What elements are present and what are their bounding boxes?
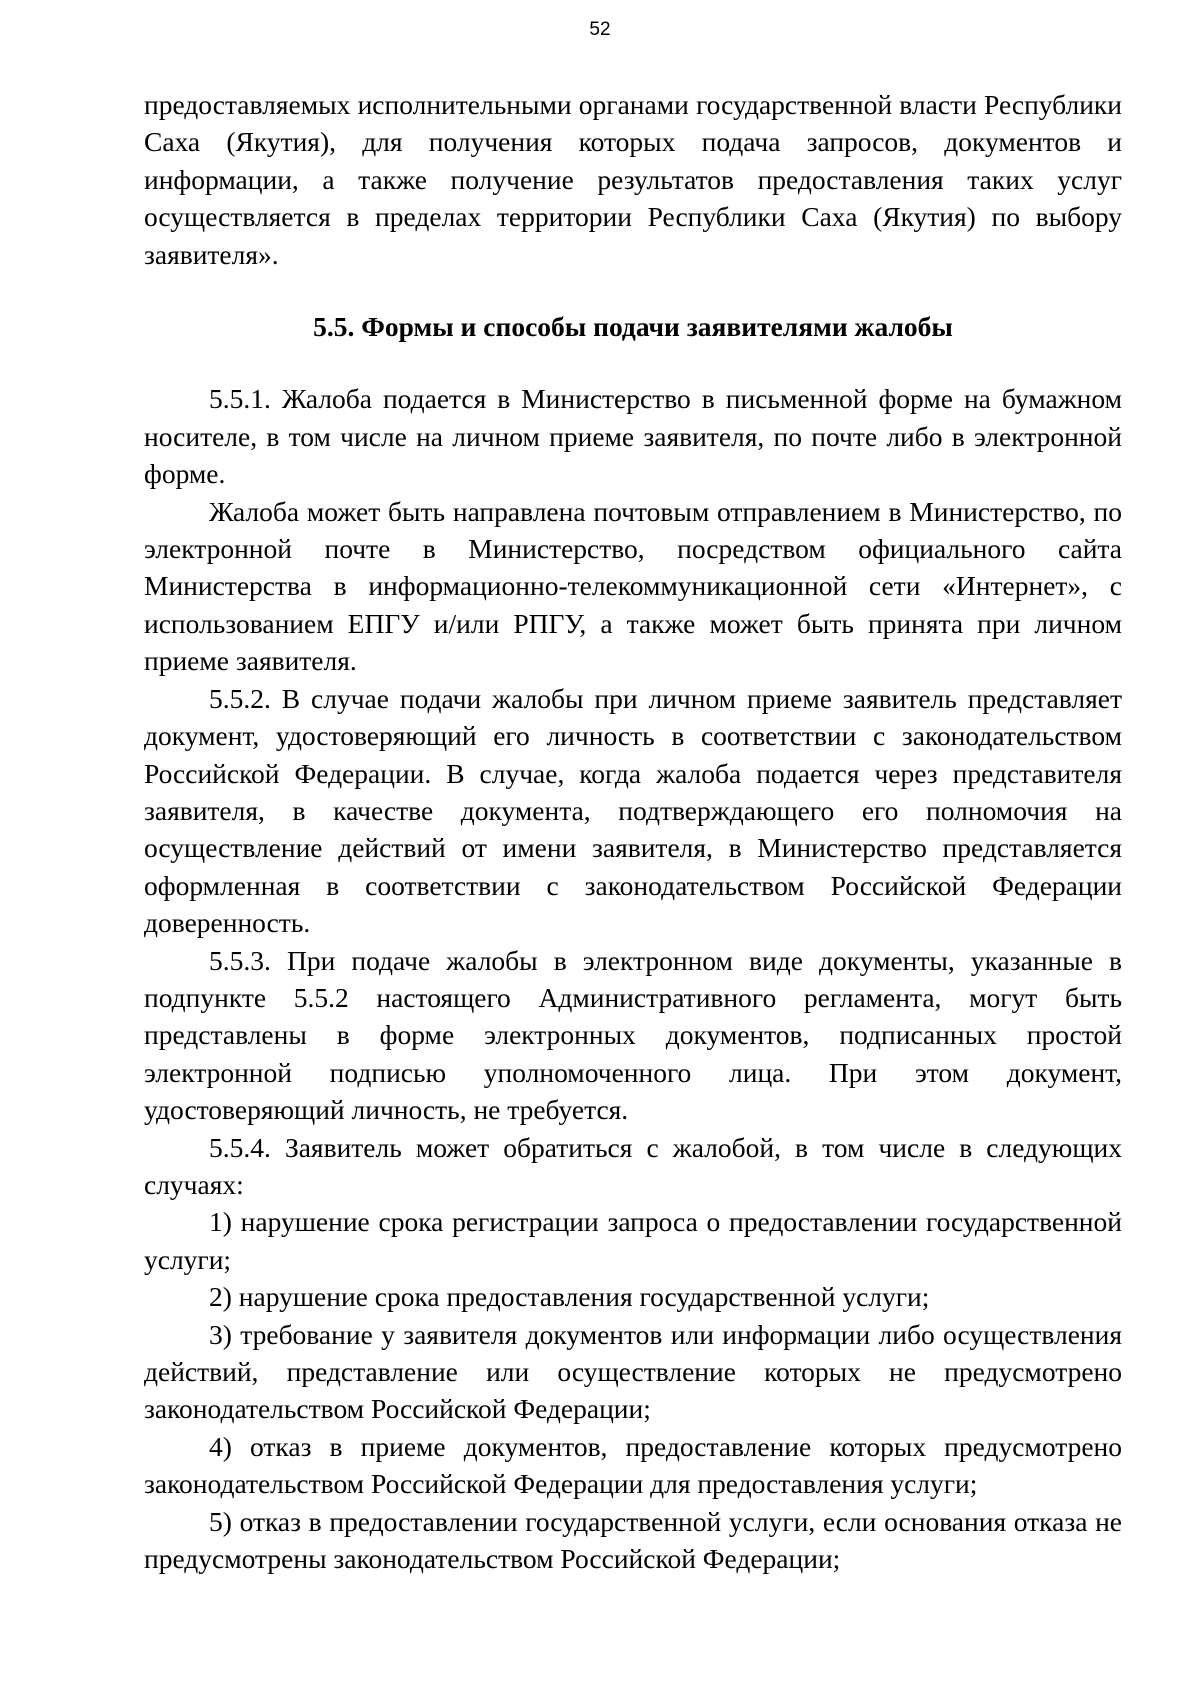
spacer	[144, 345, 1122, 380]
paragraph-5-5-2: 5.5.2. В случае подачи жалобы при личном приеме заявитель представляет документ, удостоверяющий его личность в соответствии с законодательством Российской Федерации. В случае, когда жалоба подается через представителя заявителя, в качестве документа, подтверждающего его полномочия на осуществление действий от имени заявителя, в Министерство представляется оформленная в соответствии с законодательством Российской Федерации доверенность.	[144, 682, 1122, 939]
list-item-5: 5) отказ в предоставлении государственной услуги, если основания отказа не предусмотрены законодательством Российской Федерации;	[144, 1505, 1122, 1575]
list-item-1: 1) нарушение срока регистрации запроса о предоставлении государственной услуги;	[144, 1206, 1122, 1275]
paragraph-5-5-1: 5.5.1. Жалоба подается в Министерство в письменной форме на бумажном носителе, в том числе на личном приеме заявителя, по почте либо в электронной форме.	[144, 383, 1122, 490]
spacer	[144, 273, 1122, 308]
page-number: 52	[589, 19, 611, 40]
section-heading: 5.5. Формы и способы подачи заявителями жалобы	[313, 311, 953, 343]
paragraph-5-5-4: 5.5.4. Заявитель может обратиться с жалобой, в том числе в следующих случаях:	[144, 1131, 1122, 1200]
list-item-3: 3) требование у заявителя документов или информации либо осуществления действий, представление или осуществление которых не предусмотрено законодательством Российской Федерации;	[144, 1318, 1122, 1425]
paragraph-complaint-channels: Жалоба может быть направлена почтовым отправлением в Министерство, по электронной почте в Министерство, посредством официального сайта Министерства в информационно-телекоммуникационной сети «Интернет», с использованием ЕПГУ и/или РПГУ, а также может быть принята при личном приеме заявителя.	[144, 495, 1122, 677]
list-item-2: 2) нарушение срока предоставления государственной услуги;	[209, 1281, 930, 1313]
list-item-4: 4) отказ в приеме документов, предоставление которых предусмотрено законодательством Российской Федерации для предоставления услуги;	[144, 1430, 1122, 1500]
paragraph-5-5-3: 5.5.3. При подаче жалобы в электронном виде документы, указанные в подпункте 5.5.2 настоящего Административного регламента, могут быть представлены в форме электронных документов, подписанных простой электронной подписью уполномоченного лица. При этом документ, удостоверяющий личность, не требуется.	[144, 944, 1122, 1126]
intro-continuation-paragraph: предоставляемых исполнительными органами государственной власти Республики Саха (Якутия), для получения которых подача запросов, документов и информации, а также получение результатов предоставления таких услуг осуществляется в пределах территории Республики Саха (Якутия) по выбору заявителя».	[144, 89, 1122, 270]
document-body	[144, 86, 1122, 1577]
